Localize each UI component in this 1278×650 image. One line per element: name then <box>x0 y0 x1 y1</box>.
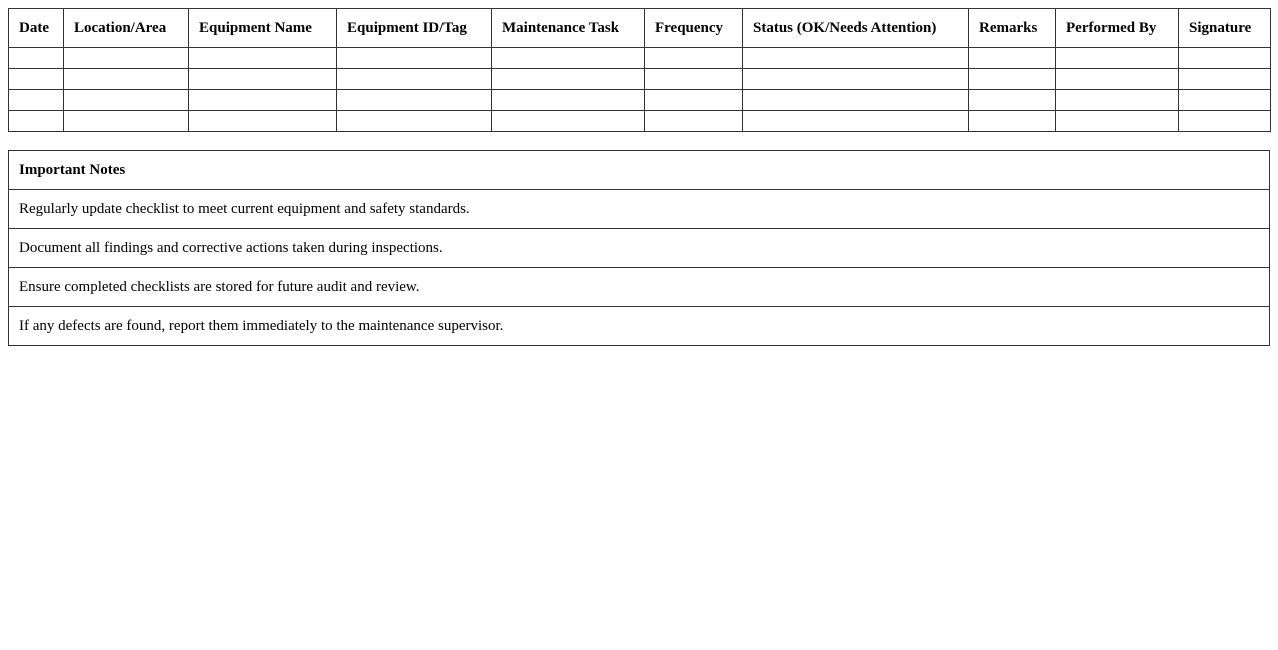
table-cell-equipment-id-tag[interactable] <box>337 48 492 69</box>
table-row <box>9 48 1271 69</box>
note-item: Regularly update checklist to meet current equipment and safety standards. <box>9 190 1270 229</box>
column-header-performed-by: Performed By <box>1056 9 1179 48</box>
column-header-equipment-name: Equipment Name <box>189 9 337 48</box>
table-cell-location-area[interactable] <box>64 111 189 132</box>
notes-header-row <box>9 151 1270 190</box>
table-cell-equipment-name[interactable] <box>189 48 337 69</box>
notes-row <box>9 268 1270 307</box>
table-cell-performed-by[interactable] <box>1056 90 1179 111</box>
table-cell-frequency[interactable] <box>645 111 743 132</box>
notes-row <box>9 307 1270 346</box>
table-cell-equipment-name[interactable] <box>189 111 337 132</box>
column-header-frequency: Frequency <box>645 9 743 48</box>
notes-row <box>9 229 1270 268</box>
column-header-remarks: Remarks <box>969 9 1056 48</box>
table-cell-signature[interactable] <box>1179 111 1271 132</box>
table-cell-equipment-name[interactable] <box>189 90 337 111</box>
note-item: If any defects are found, report them immediately to the maintenance supervisor. <box>9 307 1270 346</box>
table-row <box>9 69 1271 90</box>
table-cell-frequency[interactable] <box>645 48 743 69</box>
table-cell-performed-by[interactable] <box>1056 69 1179 90</box>
table-cell-maintenance-task[interactable] <box>492 69 645 90</box>
maintenance-checklist-table <box>8 8 1271 132</box>
important-notes-table <box>8 150 1270 346</box>
table-cell-maintenance-task[interactable] <box>492 111 645 132</box>
column-header-equipment-id-tag: Equipment ID/Tag <box>337 9 492 48</box>
table-cell-equipment-id-tag[interactable] <box>337 111 492 132</box>
notes-title: Important Notes <box>9 151 1270 190</box>
table-cell-date[interactable] <box>9 69 64 90</box>
table-cell-remarks[interactable] <box>969 69 1056 90</box>
table-cell-frequency[interactable] <box>645 90 743 111</box>
table-cell-signature[interactable] <box>1179 48 1271 69</box>
note-item: Document all findings and corrective actions taken during inspections. <box>9 229 1270 268</box>
column-header-maintenance-task: Maintenance Task <box>492 9 645 48</box>
table-cell-date[interactable] <box>9 111 64 132</box>
table-cell-status[interactable] <box>743 48 969 69</box>
table-cell-status[interactable] <box>743 90 969 111</box>
table-row <box>9 90 1271 111</box>
table-cell-status[interactable] <box>743 69 969 90</box>
table-cell-performed-by[interactable] <box>1056 48 1179 69</box>
column-header-signature: Signature <box>1179 9 1271 48</box>
column-header-location-area: Location/Area <box>64 9 189 48</box>
table-cell-date[interactable] <box>9 48 64 69</box>
table-cell-signature[interactable] <box>1179 69 1271 90</box>
table-cell-location-area[interactable] <box>64 69 189 90</box>
table-cell-performed-by[interactable] <box>1056 111 1179 132</box>
table-cell-maintenance-task[interactable] <box>492 90 645 111</box>
table-cell-equipment-id-tag[interactable] <box>337 90 492 111</box>
table-cell-date[interactable] <box>9 90 64 111</box>
table-cell-remarks[interactable] <box>969 111 1056 132</box>
column-header-status: Status (OK/Needs Attention) <box>743 9 969 48</box>
column-header-date: Date <box>9 9 64 48</box>
table-cell-maintenance-task[interactable] <box>492 48 645 69</box>
table-cell-equipment-name[interactable] <box>189 69 337 90</box>
table-cell-equipment-id-tag[interactable] <box>337 69 492 90</box>
table-row <box>9 111 1271 132</box>
notes-row <box>9 190 1270 229</box>
table-cell-location-area[interactable] <box>64 48 189 69</box>
table-cell-remarks[interactable] <box>969 90 1056 111</box>
table-header-row <box>9 9 1271 48</box>
table-cell-remarks[interactable] <box>969 48 1056 69</box>
table-cell-status[interactable] <box>743 111 969 132</box>
table-cell-frequency[interactable] <box>645 69 743 90</box>
table-cell-signature[interactable] <box>1179 90 1271 111</box>
table-cell-location-area[interactable] <box>64 90 189 111</box>
note-item: Ensure completed checklists are stored for future audit and review. <box>9 268 1270 307</box>
